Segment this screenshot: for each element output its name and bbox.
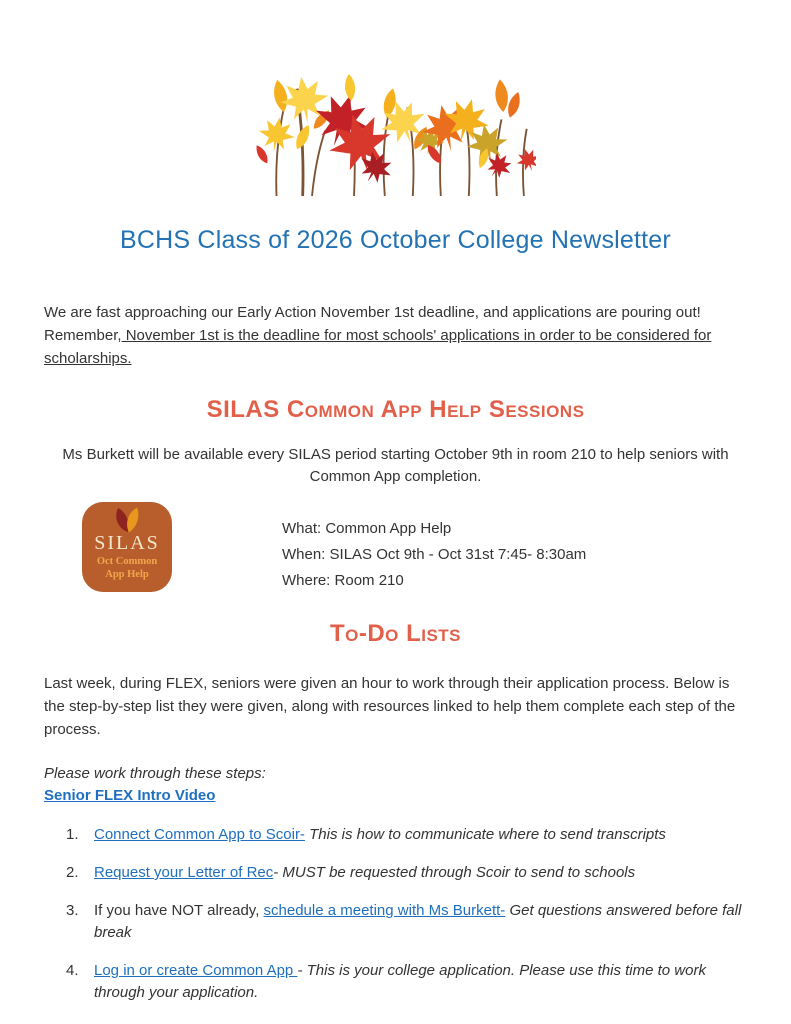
step-body <box>94 862 747 884</box>
todo-item-2 <box>66 862 747 884</box>
common-app-login-link[interactable]: Log in or create Common App <box>94 962 298 979</box>
schedule-meeting-link[interactable]: schedule a meeting with Ms Burkett- <box>263 902 506 919</box>
page-title: BCHS Class of 2026 October College Newsletter <box>120 226 671 254</box>
step-body <box>94 900 747 944</box>
autumn-leaves-image <box>256 56 536 200</box>
todo-lead-text: Please work through these steps: <box>44 765 266 782</box>
todo-section-heading: To-Do Lists <box>329 620 462 647</box>
todo-item-1 <box>66 824 747 846</box>
step-number: 4. <box>66 962 79 979</box>
todo-steps-list <box>44 824 747 1004</box>
step-body <box>94 960 747 1004</box>
step-pre-text: If you have NOT already, <box>94 902 264 919</box>
letter-of-rec-link[interactable]: Request your Letter of Rec <box>94 864 274 881</box>
step-note-text: - MUST be requested through Scoir to send to schools <box>273 864 636 881</box>
session-details <box>282 516 586 594</box>
silas-section-heading: SILAS Common App Help Sessions <box>206 396 585 423</box>
todo-intro-paragraph: Last week, during FLEX, seniors were given an hour to work through their application process. Below is the step-by-step list they were given, along with resources linked to help them complete each step of the process. <box>44 675 736 738</box>
connect-common-app-link[interactable]: Connect Common App to Scoir- <box>94 826 305 843</box>
step-note-text: This is how to communicate where to send transcripts <box>304 826 666 843</box>
icon-leaves-graphic <box>109 506 145 534</box>
session-what: What: Common App Help <box>282 520 452 537</box>
intro-text: We are fast approaching our Early Action November 1st deadline, and applications are pouring out! Remember, <box>44 304 701 344</box>
silas-app-icon <box>82 502 172 592</box>
intro-paragraph <box>44 301 747 370</box>
step-body <box>94 824 747 846</box>
todo-item-4 <box>66 960 747 1004</box>
step-note-text: - This is your college application. Please use this time to work through your application. <box>94 962 706 1001</box>
icon-subtitle-line1: Oct Common <box>96 556 158 567</box>
session-when: When: SILAS Oct 9th - Oct 31st 7:45- 8:30am <box>282 546 587 563</box>
session-where: Where: Room 210 <box>282 572 404 589</box>
step-number: 1. <box>66 826 79 843</box>
silas-row <box>82 502 791 594</box>
step-number: 2. <box>66 864 79 881</box>
silas-intro-text: Ms Burkett will be available every SILAS period starting October 9th in room 210 to help seniors with Common App completion. <box>62 446 729 485</box>
step-number: 3. <box>66 902 79 919</box>
icon-title: SILAS <box>94 532 160 554</box>
icon-subtitle-line2: App Help <box>105 569 149 580</box>
step-note-text: Get questions answered before fall break <box>94 902 742 941</box>
todo-item-3 <box>66 900 747 944</box>
intro-underlined-text: November 1st is the deadline for most schools' applications in order to be considered for scholarships. <box>44 327 712 367</box>
autumn-leaves-svg <box>256 56 536 196</box>
senior-flex-intro-video-link[interactable]: Senior FLEX Intro Video <box>44 787 216 804</box>
